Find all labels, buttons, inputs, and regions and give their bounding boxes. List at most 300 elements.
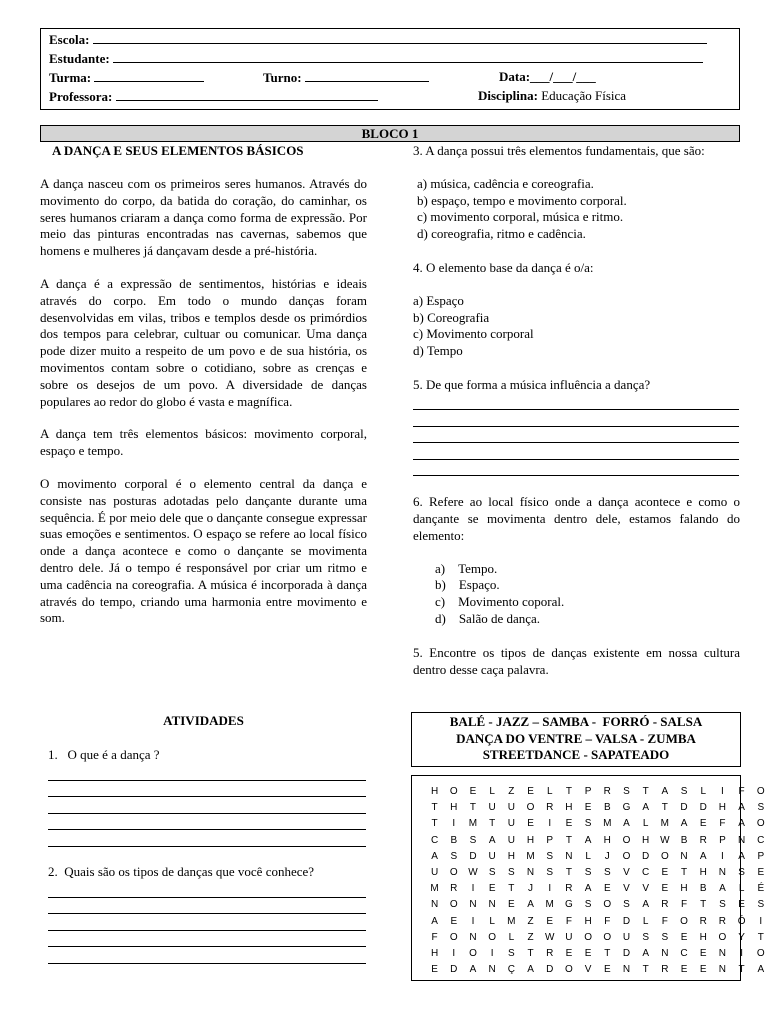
grid-cell[interactable]: I: [471, 883, 475, 895]
grid-cell[interactable]: R: [603, 786, 611, 797]
answer-line[interactable]: [48, 881, 366, 898]
grid-cell[interactable]: H: [642, 834, 650, 846]
grid-cell[interactable]: F: [661, 915, 668, 927]
grid-cell[interactable]: A: [642, 802, 649, 814]
grid-cell[interactable]: A: [469, 964, 477, 976]
grid-cell[interactable]: Z: [508, 786, 515, 797]
grid-cell[interactable]: B: [680, 834, 688, 846]
answer-line[interactable]: [48, 781, 366, 798]
turno-label: Turno:: [263, 70, 302, 85]
grid-cell[interactable]: E: [450, 915, 458, 927]
grid-cell[interactable]: A: [623, 818, 630, 830]
grid-cell[interactable]: N: [488, 964, 496, 976]
dance-list-line: STREETDANCE - SAPATEADO: [482, 747, 670, 762]
grid-cell[interactable]: D: [546, 964, 554, 976]
grid-cell[interactable]: V: [642, 883, 649, 895]
grid-cell[interactable]: D: [469, 850, 477, 862]
grid-cell[interactable]: O: [680, 915, 688, 927]
grid-cell[interactable]: O: [756, 786, 765, 797]
paragraph-4: O movimento corporal é o elemento central da dança e consiste nas posturas adotadas pelo dançante durante uma sequência. É por meio dele que o dançante consegue expressar suas emoções e sentimentos. O espaço se refere ao local físico onde a dança acontece e como o dançante se movimenta dentro dele. Já o tempo é responsável por criar um ritmo e uma cadência na coreografia. A música é incorporada à dança através do tempo, criando uma harmonia entre movimento e som.: [40, 475, 367, 626]
grid-cell[interactable]: E: [469, 786, 477, 797]
grid-cell[interactable]: E: [584, 947, 592, 959]
grid-cell[interactable]: S: [546, 850, 554, 862]
grid-cell[interactable]: T: [527, 947, 534, 959]
grid-cell[interactable]: D: [699, 802, 707, 814]
grid-cell[interactable]: E: [680, 964, 688, 976]
grid-cell[interactable]: H: [699, 931, 707, 943]
question-4-options: [413, 293, 740, 360]
grid-cell[interactable]: O: [756, 818, 765, 830]
grid-cell[interactable]: L: [642, 915, 649, 927]
grid-cell[interactable]: O: [660, 850, 669, 862]
grid-cell[interactable]: D: [622, 947, 631, 959]
grid-cell[interactable]: C: [430, 834, 439, 846]
grid-cell[interactable]: R: [699, 834, 707, 846]
option[interactable]: a) Espaço: [413, 292, 464, 308]
grid-cell[interactable]: P: [719, 834, 726, 846]
grid-cell[interactable]: S: [623, 899, 630, 911]
grid-cell[interactable]: S: [623, 786, 630, 797]
grid-cell[interactable]: E: [565, 818, 573, 830]
grid-cell[interactable]: O: [449, 931, 458, 943]
grid-cell[interactable]: B: [603, 802, 611, 814]
grid-cell[interactable]: A: [680, 818, 688, 830]
grid-cell[interactable]: A: [757, 964, 765, 976]
grid-cell[interactable]: S: [508, 947, 515, 959]
grid-cell[interactable]: E: [527, 786, 534, 797]
grid-cell[interactable]: V: [584, 964, 592, 976]
word-search-box: [411, 775, 765, 981]
question-6: 6. Refere ao local físico onde a dança acontece e como o dançante se movimenta dentro dele, estamos falando do elemento:: [413, 494, 740, 543]
grid-cell[interactable]: A: [642, 947, 649, 959]
grid-cell[interactable]: I: [452, 818, 456, 830]
grid-cell[interactable]: D: [622, 915, 631, 927]
grid-cell[interactable]: O: [526, 802, 535, 814]
grid-cell[interactable]: O: [622, 850, 631, 862]
right-column: [413, 143, 740, 678]
grid-row: [425, 849, 768, 865]
grid-cell[interactable]: L: [489, 786, 495, 797]
grid-cell[interactable]: I: [471, 915, 475, 927]
answer-line[interactable]: [48, 898, 366, 915]
grid-cell[interactable]: M: [430, 883, 439, 895]
grid-cell[interactable]: I: [490, 947, 494, 959]
grid-row: [425, 946, 768, 962]
grid-cell[interactable]: M: [507, 915, 516, 927]
grid-cell[interactable]: A: [661, 786, 669, 797]
grid-cell[interactable]: H: [430, 947, 439, 959]
grid-cell[interactable]: E: [584, 802, 592, 814]
grid-cell[interactable]: A: [431, 850, 438, 862]
option[interactable]: c) Movimento corporal: [413, 326, 534, 342]
grid-cell[interactable]: E: [565, 947, 573, 959]
answer-line[interactable]: [48, 797, 366, 814]
dance-list-line: BALÉ - JAZZ – SAMBA - FORRÓ - SALSA: [449, 714, 703, 729]
grid-cell[interactable]: A: [642, 899, 649, 911]
grid-cell[interactable]: N: [565, 850, 573, 862]
grid-cell[interactable]: I: [759, 915, 763, 927]
grid-cell[interactable]: M: [545, 899, 554, 911]
answer-lines-q2[interactable]: [48, 881, 366, 964]
grid-cell[interactable]: N: [430, 899, 439, 911]
answer-line[interactable]: [48, 764, 366, 781]
grid-row: [425, 816, 768, 832]
answer-line[interactable]: [413, 443, 739, 460]
grid-cell[interactable]: T: [700, 899, 707, 911]
grid-cell[interactable]: V: [623, 866, 630, 878]
answer-lines-q5[interactable]: [413, 394, 739, 477]
grid-cell[interactable]: F: [604, 915, 611, 927]
grid-cell[interactable]: A: [584, 883, 592, 895]
grid-cell[interactable]: S: [508, 866, 515, 878]
grid-cell[interactable]: T: [469, 802, 477, 814]
answer-line[interactable]: [48, 814, 366, 831]
grid-cell[interactable]: H: [680, 883, 688, 895]
question-3: 3. A dança possui três elementos fundamentais, que são:: [413, 143, 705, 158]
grid-cell[interactable]: T: [604, 947, 611, 959]
grid-cell[interactable]: O: [603, 931, 612, 943]
grid-cell[interactable]: U: [488, 850, 496, 862]
grid-cell[interactable]: A: [431, 915, 438, 927]
escola-field[interactable]: [93, 31, 707, 44]
grid-cell[interactable]: H: [699, 866, 707, 878]
grid-cell[interactable]: E: [488, 883, 496, 895]
grid-cell[interactable]: H: [526, 834, 535, 846]
grid-cell[interactable]: S: [738, 866, 745, 878]
grid-cell[interactable]: T: [565, 866, 572, 878]
grid-cell[interactable]: E: [546, 915, 554, 927]
grid-cell[interactable]: É: [757, 883, 765, 895]
option[interactable]: d) Salão de dança.: [435, 611, 541, 627]
grid-cell[interactable]: O: [756, 947, 765, 959]
answer-line[interactable]: [413, 460, 739, 477]
grid-cell[interactable]: T: [738, 964, 745, 976]
grid-cell[interactable]: R: [450, 883, 458, 895]
grid-cell[interactable]: S: [642, 931, 649, 943]
grid-cell[interactable]: N: [661, 947, 669, 959]
grid-cell[interactable]: Y: [738, 931, 745, 943]
grid-cell[interactable]: Ó: [737, 915, 746, 927]
option[interactable]: d) Tempo: [413, 343, 463, 359]
grid-cell[interactable]: P: [757, 850, 765, 862]
grid-cell[interactable]: S: [603, 866, 611, 878]
grid-cell[interactable]: T: [661, 802, 668, 814]
grid-cell[interactable]: S: [584, 866, 592, 878]
turma-label: Turma:: [49, 70, 92, 85]
disciplina-label: Disciplina:: [478, 88, 538, 103]
grid-cell[interactable]: L: [642, 818, 649, 830]
grid-cell[interactable]: U: [622, 931, 631, 943]
grid-cell[interactable]: C: [757, 834, 765, 846]
grid-cell[interactable]: F: [680, 899, 688, 911]
answer-lines-q1[interactable]: [48, 764, 366, 847]
professora-label: Professora:: [49, 89, 113, 104]
grid-cell[interactable]: S: [680, 786, 688, 797]
grid-cell[interactable]: H: [584, 915, 592, 927]
grid-cell[interactable]: O: [622, 834, 631, 846]
grid-row: [425, 881, 768, 897]
grid-row: [425, 800, 768, 816]
grid-cell[interactable]: I: [452, 947, 456, 959]
data-label[interactable]: Data:___/___/___: [499, 69, 596, 84]
escola-label: Escola:: [49, 32, 90, 47]
left-column: [40, 143, 367, 627]
grid-cell[interactable]: E: [699, 964, 707, 976]
grid-cell[interactable]: H: [603, 834, 611, 846]
option[interactable]: c) movimento corporal, música e ritmo.: [417, 209, 624, 225]
grid-cell[interactable]: P: [584, 786, 592, 797]
grid-cell[interactable]: A: [527, 964, 534, 976]
grid-cell[interactable]: S: [719, 899, 726, 911]
grid-cell[interactable]: T: [642, 964, 649, 976]
grid-cell[interactable]: R: [546, 947, 554, 959]
grid-row: [425, 897, 768, 913]
grid-cell[interactable]: U: [488, 802, 496, 814]
question-4: 4. O elemento base da dança é o/a:: [413, 259, 594, 275]
grid-cell[interactable]: I: [740, 947, 743, 959]
grid-cell[interactable]: D: [450, 964, 458, 976]
grid-cell[interactable]: A: [699, 850, 707, 862]
grid-cell[interactable]: B: [450, 834, 458, 846]
grid-cell[interactable]: J: [528, 883, 534, 895]
estudante-row: [49, 50, 703, 67]
paragraph-3: A dança tem três elementos básicos: movimento corporal, espaço e tempo.: [40, 426, 367, 459]
grid-cell[interactable]: G: [565, 899, 573, 911]
disciplina-value: Educação Física: [541, 88, 627, 103]
answer-line[interactable]: [48, 830, 366, 847]
grid-cell[interactable]: O: [449, 899, 458, 911]
grid-cell[interactable]: D: [642, 850, 650, 862]
grid-cell[interactable]: E: [603, 964, 611, 976]
option[interactable]: a) Tempo.: [435, 560, 498, 576]
grid-cell[interactable]: T: [565, 786, 572, 797]
grid-cell[interactable]: N: [718, 866, 727, 878]
grid-cell[interactable]: L: [546, 786, 553, 797]
answer-line[interactable]: [413, 394, 739, 411]
grid-cell[interactable]: Ç: [507, 964, 515, 976]
paragraph-1: A dança nasceu com os primeiros seres humanos. Através do movimento do corpo, da batida do coração, do caminhar, os seres humanos criaram a dança como forma de expressão. Por meio das pinturas encontradas nas cavernas, sabemos que homens e mulheres já dançavam desde a pré-história.: [40, 176, 367, 259]
grid-cell[interactable]: P: [546, 834, 554, 846]
grid-cell[interactable]: H: [450, 802, 458, 814]
dance-list-box: [411, 712, 741, 767]
grid-cell[interactable]: U: [507, 818, 515, 830]
grid-cell[interactable]: T: [757, 931, 764, 943]
grid-cell[interactable]: A: [738, 802, 745, 814]
grid-cell[interactable]: S: [450, 850, 458, 862]
question-5: 5. De que forma a música influência a dança?: [413, 376, 651, 392]
bloco-title: BLOCO 1: [40, 125, 740, 142]
grid-cell[interactable]: E: [527, 818, 534, 830]
grid-cell[interactable]: C: [680, 947, 688, 959]
turma-field[interactable]: [94, 69, 204, 82]
grid-cell[interactable]: A: [738, 818, 745, 830]
option[interactable]: b) Espaço.: [435, 577, 500, 593]
grid-cell[interactable]: C: [642, 866, 650, 878]
grid-cell[interactable]: R: [699, 915, 707, 927]
grid-cell[interactable]: Z: [527, 931, 534, 943]
question-6-options: [413, 561, 740, 628]
grid-row: [425, 865, 768, 881]
grid-cell[interactable]: R: [718, 915, 727, 927]
grid-cell[interactable]: T: [489, 818, 496, 830]
grid-cell[interactable]: O: [603, 899, 612, 911]
grid-cell[interactable]: L: [738, 883, 745, 895]
dance-list-line: DANÇA DO VENTRE – VALSA - ZUMBA: [456, 730, 696, 746]
grid-cell[interactable]: S: [757, 899, 765, 911]
grid-cell[interactable]: E: [699, 947, 707, 959]
answer-line[interactable]: [413, 427, 739, 444]
grid-cell[interactable]: G: [622, 802, 631, 814]
answer-line[interactable]: [413, 410, 739, 427]
grid-cell[interactable]: E: [661, 866, 669, 878]
grid-cell[interactable]: F: [431, 931, 438, 943]
grid-cell[interactable]: M: [468, 818, 478, 830]
grid-cell[interactable]: N: [680, 850, 688, 862]
answer-line[interactable]: [48, 914, 366, 931]
atividades-title: ATIVIDADES: [163, 713, 244, 728]
grid-cell[interactable]: I: [721, 850, 724, 862]
grid-cell[interactable]: W: [468, 866, 478, 878]
grid-cell[interactable]: A: [527, 899, 534, 911]
grid-cell[interactable]: D: [680, 802, 688, 814]
grid-cell[interactable]: S: [488, 866, 496, 878]
grid-cell[interactable]: I: [721, 786, 724, 797]
grid-cell[interactable]: N: [622, 964, 631, 976]
grid-cell[interactable]: M: [603, 818, 612, 830]
grid-cell[interactable]: E: [680, 931, 688, 943]
grid-cell[interactable]: U: [507, 834, 515, 846]
grid-cell[interactable]: R: [546, 802, 554, 814]
answer-line[interactable]: [48, 947, 366, 964]
grid-row: [425, 833, 768, 849]
professora-row: [49, 88, 378, 105]
question-3-options: [413, 176, 740, 243]
question-1: 1. O que é a dança ?: [48, 747, 160, 762]
grid-cell[interactable]: N: [718, 947, 727, 959]
turno-field[interactable]: [305, 69, 429, 82]
grid-row: [425, 914, 768, 930]
option[interactable]: b) espaço, tempo e movimento corporal.: [417, 192, 627, 208]
grid-cell[interactable]: L: [700, 786, 706, 797]
grid-cell[interactable]: N: [469, 931, 477, 943]
grid-cell[interactable]: E: [699, 818, 707, 830]
grid-cell[interactable]: F: [565, 915, 572, 927]
grid-cell[interactable]: O: [718, 931, 727, 943]
grid-cell[interactable]: L: [585, 850, 591, 862]
grid-cell[interactable]: N: [488, 899, 496, 911]
grid-row: [425, 962, 768, 978]
paragraph-2: A dança é a expressão de sentimentos, histórias e ideais através do corpo. Em todo o mundo danças foram desenvolvidas em vilas, tribos e templos desde os primórdios dos tempos para celebrar, cultuar ou comunicar. Uma dança pode dizer muito a respeito de um povo e de sua história, os movimentos contam sobre o cotidiano, sobre as crenças e sobre os desejos de um povo. A diversidade de danças populares ao redor do globo é vasta e magnífica.: [40, 275, 367, 409]
grid-cell[interactable]: E: [738, 899, 745, 911]
grid-cell[interactable]: W: [544, 931, 555, 943]
grid-cell[interactable]: Z: [527, 915, 534, 927]
grid-cell[interactable]: N: [469, 899, 477, 911]
grid-cell[interactable]: S: [584, 899, 592, 911]
estudante-label: Estudante:: [49, 51, 110, 66]
estudante-field[interactable]: [113, 50, 703, 63]
grid-cell[interactable]: N: [718, 964, 727, 976]
grid-row: [425, 784, 768, 800]
data-row: [499, 69, 596, 85]
grid-cell[interactable]: E: [431, 964, 438, 976]
grid-cell[interactable]: T: [431, 818, 438, 830]
grid-cell[interactable]: A: [719, 883, 726, 895]
grid-cell[interactable]: H: [430, 786, 439, 797]
grid-cell[interactable]: T: [508, 883, 515, 895]
option[interactable]: a) música, cadência e coreografia.: [417, 175, 594, 191]
grid-cell[interactable]: U: [565, 931, 573, 943]
grid-cell[interactable]: H: [718, 802, 727, 814]
grid-cell[interactable]: B: [699, 883, 707, 895]
grid-cell[interactable]: E: [661, 883, 669, 895]
grid-cell[interactable]: S: [584, 818, 592, 830]
option[interactable]: c) Movimento coporal.: [435, 594, 565, 610]
grid-cell[interactable]: L: [508, 931, 515, 943]
grid-cell[interactable]: S: [469, 834, 477, 846]
grid-cell[interactable]: N: [737, 834, 746, 846]
option[interactable]: d) coreografia, ritmo e cadência.: [417, 226, 586, 242]
grid-cell[interactable]: A: [488, 834, 496, 846]
grid-cell[interactable]: T: [680, 866, 688, 878]
section-title: A DANÇA E SEUS ELEMENTOS BÁSICOS: [52, 143, 304, 158]
grid-cell[interactable]: T: [431, 802, 438, 814]
header-box: [40, 28, 740, 110]
grid-cell[interactable]: R: [661, 899, 669, 911]
grid-cell[interactable]: J: [604, 850, 610, 862]
grid-cell[interactable]: I: [548, 818, 552, 830]
option[interactable]: b) Coreografia: [413, 309, 490, 325]
answer-line[interactable]: [48, 931, 366, 948]
grid-cell[interactable]: O: [584, 931, 592, 943]
grid-cell[interactable]: A: [738, 850, 745, 862]
grid-cell[interactable]: N: [526, 866, 535, 878]
grid-cell[interactable]: H: [507, 850, 515, 862]
grid-cell[interactable]: O: [488, 931, 497, 943]
grid-cell[interactable]: F: [719, 818, 726, 830]
grid-cell[interactable]: A: [584, 834, 592, 846]
grid-cell[interactable]: S: [546, 866, 554, 878]
grid-cell[interactable]: E: [757, 866, 765, 878]
grid-cell[interactable]: W: [660, 834, 670, 846]
grid-cell[interactable]: M: [526, 850, 535, 862]
grid-cell[interactable]: R: [661, 964, 669, 976]
grid-cell[interactable]: E: [508, 899, 515, 911]
grid-cell[interactable]: O: [449, 866, 458, 878]
grid-cell[interactable]: I: [548, 883, 552, 895]
grid-cell[interactable]: U: [430, 866, 439, 878]
grid-row: [425, 930, 768, 946]
grid-cell[interactable]: T: [565, 834, 572, 846]
grid-cell[interactable]: M: [660, 818, 670, 830]
escola-row: [49, 31, 707, 48]
word-search-grid[interactable]: [425, 784, 768, 978]
grid-cell[interactable]: S: [661, 931, 669, 943]
grid-cell[interactable]: T: [642, 786, 649, 797]
grid-cell[interactable]: O: [469, 947, 477, 959]
grid-cell[interactable]: H: [565, 802, 573, 814]
grid-cell[interactable]: F: [738, 786, 745, 797]
professora-field[interactable]: [116, 88, 378, 101]
grid-cell[interactable]: V: [623, 883, 630, 895]
grid-cell[interactable]: O: [565, 964, 573, 976]
grid-cell[interactable]: R: [565, 883, 573, 895]
question-7: 5. Encontre os tipos de danças existente em nossa cultura dentro desse caça palavra.: [413, 644, 740, 677]
grid-cell[interactable]: E: [603, 883, 611, 895]
grid-cell[interactable]: L: [489, 915, 495, 927]
grid-cell[interactable]: O: [449, 786, 458, 797]
grid-cell[interactable]: U: [507, 802, 515, 814]
grid-cell[interactable]: S: [757, 802, 765, 814]
